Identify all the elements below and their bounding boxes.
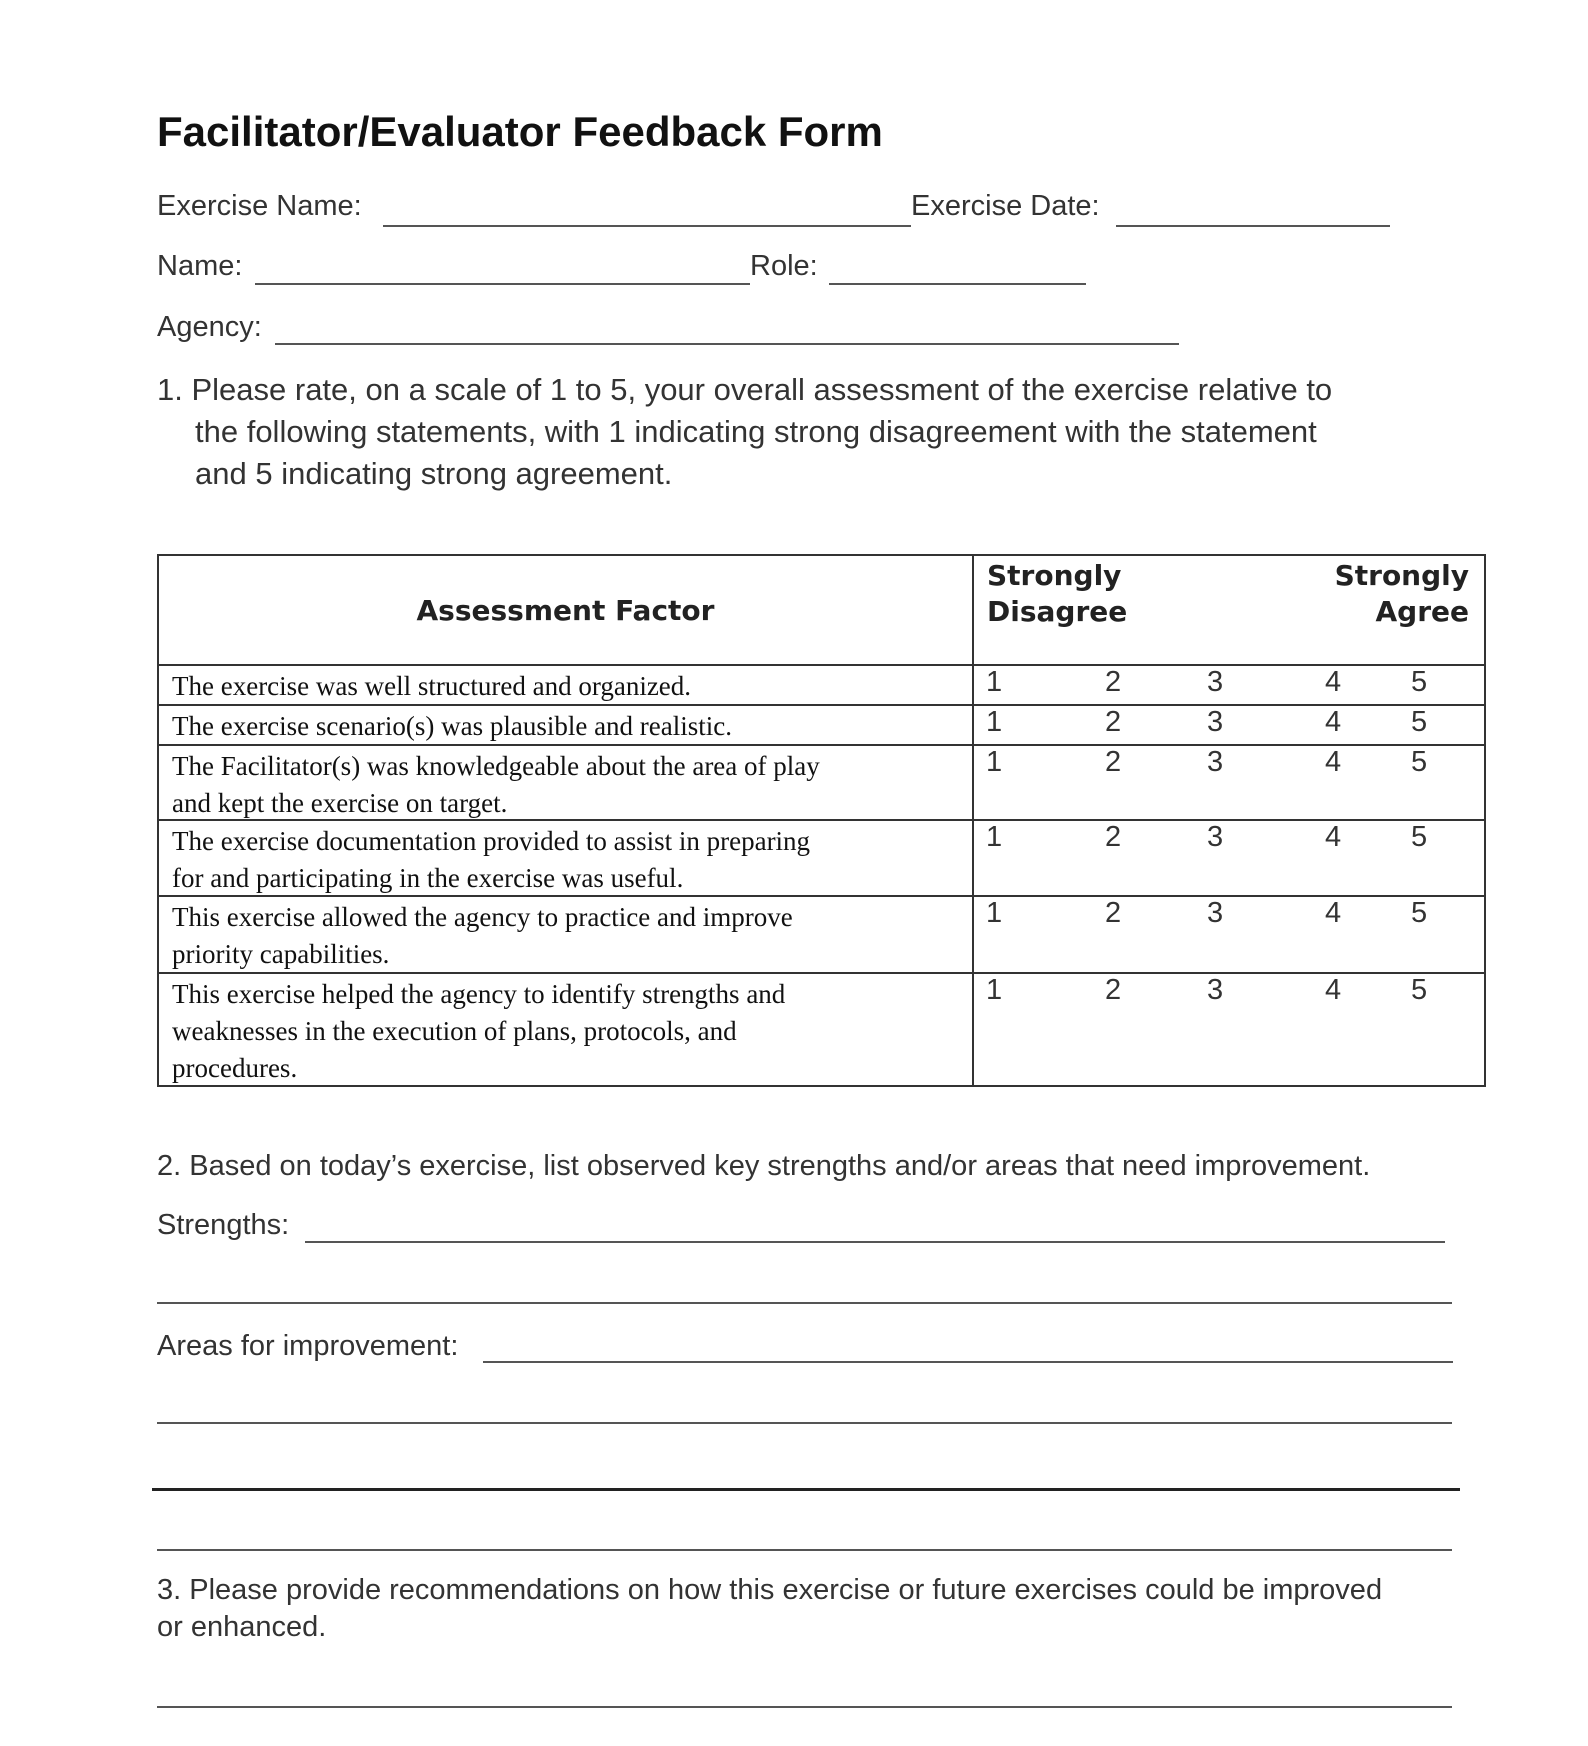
table-row xyxy=(159,972,1484,1085)
improvement-field-line-4[interactable] xyxy=(157,1549,1452,1551)
rating-option-4[interactable]: 4 xyxy=(1325,897,1342,929)
rating-option-1[interactable]: 1 xyxy=(986,974,1003,1006)
rating-option-2[interactable]: 2 xyxy=(1105,897,1122,929)
question-3-text xyxy=(157,1572,1497,1646)
rating-option-4[interactable]: 4 xyxy=(1325,974,1342,1006)
assessment-factor-text xyxy=(172,668,962,705)
exercise-date-field[interactable] xyxy=(1116,225,1390,227)
rating-option-2[interactable]: 2 xyxy=(1105,706,1122,738)
question-2-text: 2. Based on today’s exercise, list observed key strengths and/or areas that need improvement. xyxy=(157,1150,1371,1182)
rating-option-5[interactable]: 5 xyxy=(1411,746,1428,778)
rating-option-1[interactable]: 1 xyxy=(986,666,1003,698)
rating-option-4[interactable]: 4 xyxy=(1325,821,1342,853)
name-label: Name: xyxy=(157,250,243,282)
question-3-line: or enhanced. xyxy=(157,1611,327,1643)
assessment-factor-line: The Facilitator(s) was knowledgeable about the area of play xyxy=(172,751,820,781)
rating-option-3[interactable]: 3 xyxy=(1207,897,1224,929)
recommendations-field[interactable] xyxy=(157,1706,1452,1708)
role-field[interactable] xyxy=(829,283,1086,285)
assessment-factor-text xyxy=(172,708,962,745)
rating-option-4[interactable]: 4 xyxy=(1325,746,1342,778)
agency-label: Agency: xyxy=(157,311,262,343)
header-strongly-disagree xyxy=(987,558,1127,630)
rating-option-3[interactable]: 3 xyxy=(1207,666,1224,698)
assessment-factor-line: priority capabilities. xyxy=(172,939,390,969)
question-1-text xyxy=(157,369,1487,495)
header-strongly-agree xyxy=(1309,558,1469,630)
rating-option-2[interactable]: 2 xyxy=(1105,821,1122,853)
assessment-factor-line: The exercise scenario(s) was plausible and realistic. xyxy=(172,711,733,741)
assessment-factor-line: This exercise allowed the agency to practice and improve xyxy=(172,902,793,932)
table-row xyxy=(159,704,1484,744)
question-3-line: 3. Please provide recommendations on how this exercise or future exercises could be improved xyxy=(157,1574,1383,1606)
form-title: Facilitator/Evaluator Feedback Form xyxy=(157,108,883,155)
rating-option-2[interactable]: 2 xyxy=(1105,974,1122,1006)
assessment-factor-line: for and participating in the exercise was useful. xyxy=(172,863,684,893)
role-label: Role: xyxy=(750,250,818,282)
improvement-field-line-3[interactable] xyxy=(152,1488,1460,1491)
strengths-field[interactable] xyxy=(305,1241,1445,1243)
rating-option-3[interactable]: 3 xyxy=(1207,821,1224,853)
assessment-factor-text xyxy=(172,899,962,973)
improvement-label: Areas for improvement: xyxy=(157,1330,459,1362)
rating-option-3[interactable]: 3 xyxy=(1207,746,1224,778)
table-row xyxy=(159,664,1484,704)
exercise-name-field[interactable] xyxy=(383,225,911,227)
rating-option-2[interactable]: 2 xyxy=(1105,746,1122,778)
question-1-line: the following statements, with 1 indicating strong disagreement with the statement xyxy=(195,414,1317,449)
agency-field[interactable] xyxy=(275,343,1179,345)
rating-option-5[interactable]: 5 xyxy=(1411,974,1428,1006)
assessment-factor-line: and kept the exercise on target. xyxy=(172,788,508,818)
table-row xyxy=(159,895,1484,972)
strengths-field-line-2[interactable] xyxy=(157,1302,1452,1304)
assessment-factor-text xyxy=(172,823,962,897)
header-agree-line: Strongly xyxy=(1334,559,1469,592)
exercise-date-label: Exercise Date: xyxy=(911,190,1100,222)
rating-option-3[interactable]: 3 xyxy=(1207,706,1224,738)
strengths-label: Strengths: xyxy=(157,1209,290,1241)
rating-option-4[interactable]: 4 xyxy=(1325,666,1342,698)
header-disagree-line: Strongly xyxy=(987,559,1122,592)
assessment-factor-line: The exercise documentation provided to assist in preparing xyxy=(172,826,811,856)
rating-option-1[interactable]: 1 xyxy=(986,706,1003,738)
assessment-table xyxy=(157,554,1486,1087)
table-row xyxy=(159,744,1484,819)
improvement-field-line-2[interactable] xyxy=(157,1422,1452,1424)
rating-option-5[interactable]: 5 xyxy=(1411,666,1428,698)
assessment-factor-line: procedures. xyxy=(172,1053,298,1083)
header-assessment-factor: Assessment Factor xyxy=(416,593,715,627)
header-disagree-line: Disagree xyxy=(987,595,1128,628)
rating-option-1[interactable]: 1 xyxy=(986,821,1003,853)
assessment-factor-line: This exercise helped the agency to identify strengths and xyxy=(172,979,786,1009)
rating-option-3[interactable]: 3 xyxy=(1207,974,1224,1006)
question-1-line: 1. Please rate, on a scale of 1 to 5, your overall assessment of the exercise relative to xyxy=(157,372,1333,407)
rating-option-1[interactable]: 1 xyxy=(986,897,1003,929)
assessment-factor-line: weaknesses in the execution of plans, protocols, and xyxy=(172,1016,737,1046)
assessment-factor-line: The exercise was well structured and organized. xyxy=(172,671,692,701)
rating-option-1[interactable]: 1 xyxy=(986,746,1003,778)
rating-option-4[interactable]: 4 xyxy=(1325,706,1342,738)
assessment-factor-text xyxy=(172,976,962,1087)
table-row xyxy=(159,819,1484,895)
header-agree-line: Agree xyxy=(1375,595,1469,628)
name-field[interactable] xyxy=(255,283,750,285)
exercise-name-label: Exercise Name: xyxy=(157,190,362,222)
assessment-factor-text xyxy=(172,748,962,822)
question-1-line: and 5 indicating strong agreement. xyxy=(195,456,673,491)
rating-option-5[interactable]: 5 xyxy=(1411,821,1428,853)
rating-option-5[interactable]: 5 xyxy=(1411,706,1428,738)
rating-option-5[interactable]: 5 xyxy=(1411,897,1428,929)
rating-option-2[interactable]: 2 xyxy=(1105,666,1122,698)
improvement-field[interactable] xyxy=(483,1361,1453,1363)
